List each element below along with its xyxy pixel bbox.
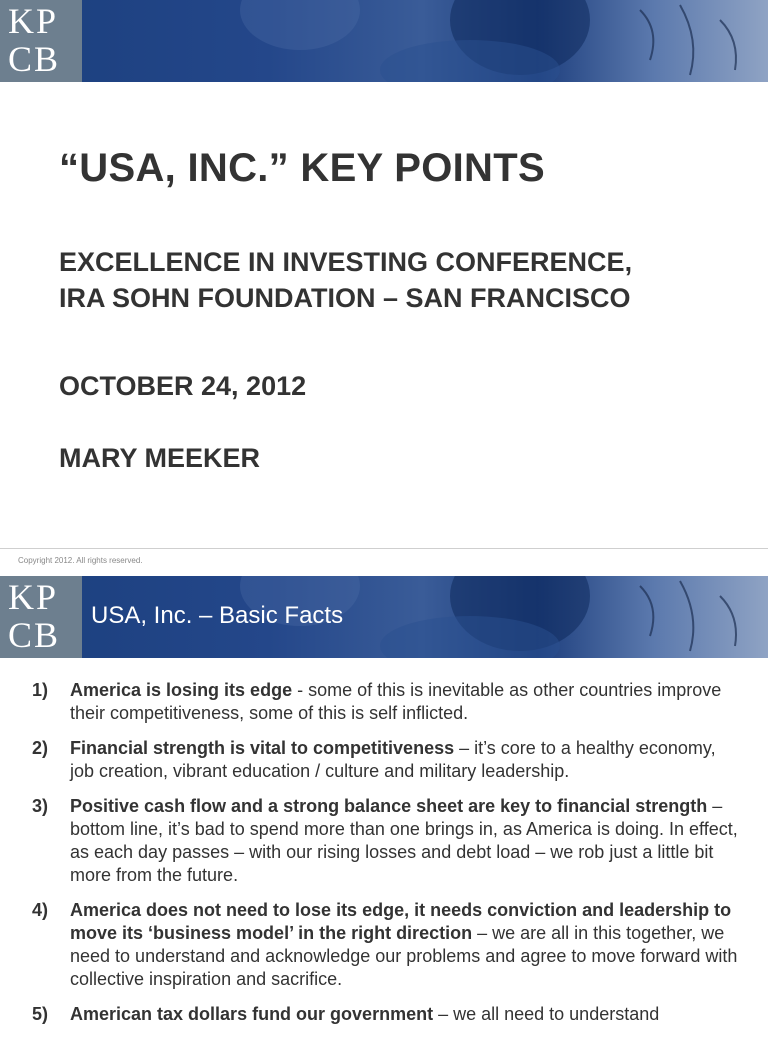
key-points-list	[32, 679, 742, 1038]
header-banner	[0, 0, 768, 82]
kpcb-logo: KP CB	[0, 576, 82, 658]
subtitle-line-2: IRA SOHN FOUNDATION – SAN FRANCISCO	[59, 283, 631, 313]
point-text: – it’s core to a healthy economy, job creation, vibrant education / culture and military leadership.	[70, 738, 716, 781]
point-heading: Financial strength is vital to competitiveness	[70, 738, 455, 758]
list-item: 5) American tax dollars fund our government – we all need to understand	[32, 1004, 660, 1024]
point-text: – we are all in this together, we need to understand and acknowledge our problems and agree to move forward with collective inspiration and sacrifice.	[70, 923, 738, 989]
point-heading: America does not need to lose its edge, it needs conviction and leadership to move its ‘business model’ in the right direction	[70, 900, 732, 943]
point-text: – we all need to understand	[433, 1004, 660, 1024]
list-item: 1) America is losing its edge - some of this is inevitable as other countries improve their competitiveness, some of this is self inflicted.	[32, 680, 722, 723]
point-heading: America is losing its edge	[70, 680, 293, 700]
date: OCTOBER 24, 2012	[59, 371, 307, 401]
kpcb-logo: KP CB	[0, 0, 82, 82]
banner-photo	[0, 0, 768, 82]
subtitle-line-1: EXCELLENCE IN INVESTING CONFERENCE,	[59, 247, 633, 277]
copyright-notice: Copyright 2012. All rights reserved.	[18, 556, 143, 565]
author: MARY MEEKER	[59, 443, 261, 473]
list-item: 3) Positive cash flow and a strong balance sheet are key to financial strength – bottom line, it’s bad to spend more than one brings in, as America is doing. In effect, as each day passes – with our rising losses and debt load – we rob just a little bit more from the future.	[32, 796, 738, 885]
point-heading: American tax dollars fund our government	[70, 1004, 434, 1024]
point-text: – bottom line, it’s bad to spend more than one brings in, as America is doing. In effect, as each day passes – with our rising losses and debt load – we rob just a little bit more from the future.	[70, 796, 738, 885]
header-banner	[0, 576, 768, 658]
point-text: - some of this is inevitable as other countries improve their competitiveness, some of this is self inflicted.	[70, 680, 722, 723]
point-heading: Positive cash flow and a strong balance sheet are key to financial strength	[70, 796, 708, 816]
slide-title: USA, Inc. – Basic Facts	[91, 602, 344, 629]
slide-title: “USA, INC.” KEY POINTS	[59, 146, 545, 190]
list-item: 2) Financial strength is vital to competitiveness – it’s core to a healthy economy, job creation, vibrant education / culture and military leadership.	[32, 738, 716, 781]
list-item: 4) America does not need to lose its edge, it needs conviction and leadership to move its ‘business model’ in the right direction – we are all in this together, we need to understand and acknowledge our problems and agree to move forward with collective inspiration and sacrifice.	[32, 900, 738, 989]
